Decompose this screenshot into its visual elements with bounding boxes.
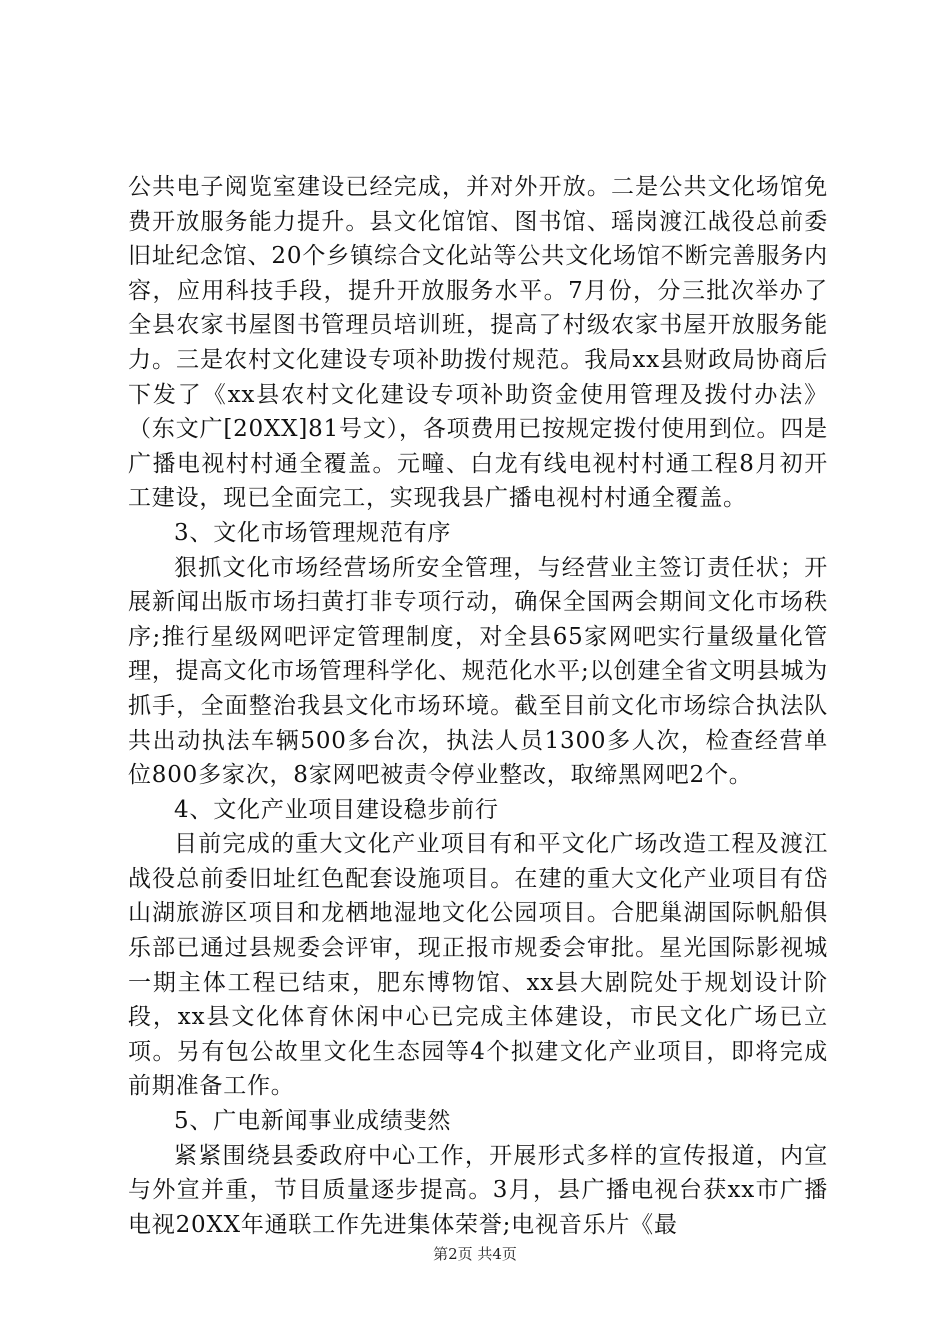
paragraph-section-5: 紧紧围绕县委政府中心工作，开展形式多样的宣传报道，内宣与外宣并重，节目质量逐步提高。3月，县广播电视台获xx市广播电视20XX年通联工作先进集体荣誉;电视音乐片《最 [128, 1142, 828, 1238]
section-heading-5: 5、广电新闻事业成绩斐然 [174, 1108, 452, 1135]
paragraph-section-4: 目前完成的重大文化产业项目有和平文化广场改造工程及渡江战役总前委旧址红色配套设施项目。在建的重大文化产业项目有岱山湖旅游区项目和龙栖地湿地文化公园项目。合肥巢湖国际帆船俱乐部已通过县规委会评审，现正报市规委会审批。星光国际影视城一期主体工程已结束，肥东博物馆、xx县大剧院处于规划设计阶段，xx县文化体育休闲中心已完成主体建设，市民文化广场已立项。另有包公故里文化生态园等4个拟建文化产业项目，即将完成前期准备工作。 [128, 831, 828, 1100]
paragraph-section-3: 狠抓文化市场经营场所安全管理，与经营业主签订责任状；开展新闻出版市场扫黄打非专项行动，确保全国两会期间文化市场秩序;推行星级网吧评定管理制度，对全县65家网吧实行量级量化管理，提高文化市场管理科学化、规范化水平;以创建全省文明县城为抓手，全面整治我县文化市场环境。截至目前文化市场综合执法队共出动执法车辆500多台次，执法人员1300多人次，检查经营单位800多家次，8家网吧被责令停业整改，取缔黑网吧2个。 [128, 554, 828, 789]
paragraph-continuation: 公共电子阅览室建设已经完成，并对外开放。二是公共文化场馆免费开放服务能力提升。县文化馆馆、图书馆、瑶岗渡江战役总前委旧址纪念馆、20个乡镇综合文化站等公共文化场馆不断完善服务内容，应用科技手段，提升开放服务水平。7月份，分三批次举办了全县农家书屋图书管理员培训班，提高了村级农家书屋开放服务能力。三是农村文化建设专项补助拨付规范。我局xx县财政局协商后下发了《xx县农村文化建设专项补助资金使用管理及拨付办法》（东文广[20XX]81号文），各项费用已按规定拨付使用到位。四是广播电视村村通全覆盖。元疃、白龙有线电视村村通工程8月初开工建设，现已全面完工，实现我县广播电视村村通全覆盖。 [128, 174, 828, 512]
section-heading-4: 4、文化产业项目建设稳步前行 [174, 796, 499, 823]
document-body [128, 170, 828, 1242]
section-heading-3: 3、文化市场管理规范有序 [174, 519, 452, 546]
page-number-footer: 第2页 共4页 [433, 1245, 517, 1263]
